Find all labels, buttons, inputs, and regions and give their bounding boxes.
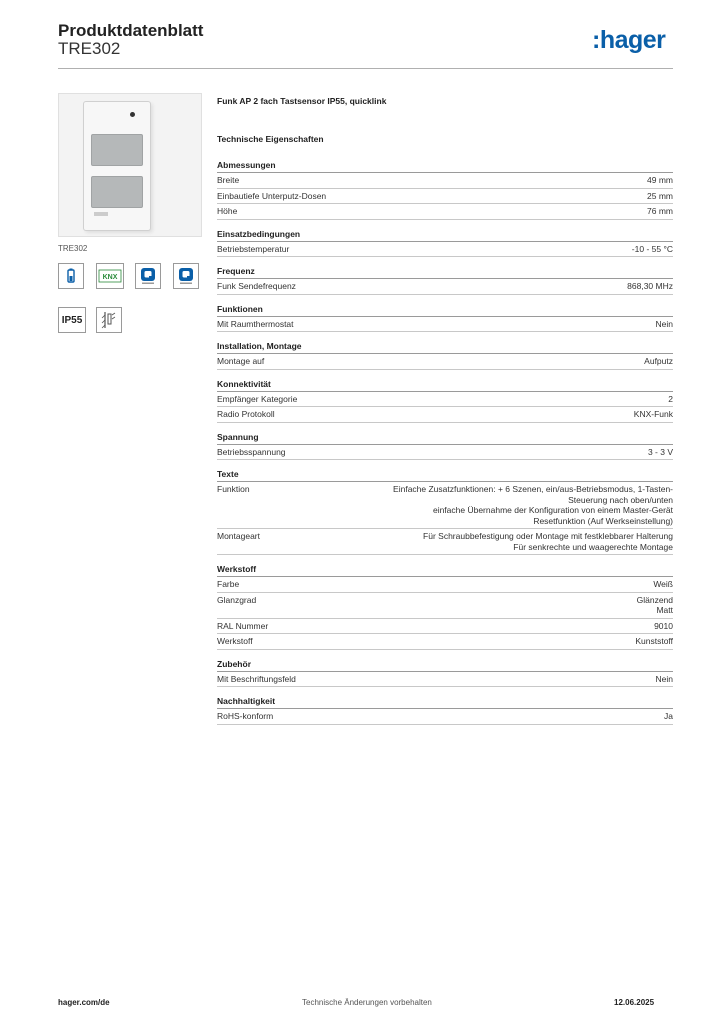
spec-key: Montage auf — [217, 356, 265, 366]
spec-row — [217, 407, 673, 423]
spec-value: Kunststoff — [635, 636, 673, 646]
spec-key: Montageart — [217, 531, 260, 541]
spec-row — [217, 242, 673, 258]
spec-key: RAL Nummer — [217, 620, 269, 631]
spec-key: Empfänger Kategorie — [217, 393, 298, 404]
product-description: Funk AP 2 fach Tastsensor IP55, quicklink — [217, 96, 387, 106]
spec-group-title: Spannung — [217, 432, 673, 445]
spec-row — [217, 173, 673, 189]
spec-group — [217, 659, 673, 688]
page-subtitle: TRE302 — [58, 39, 121, 58]
spec-group — [217, 229, 673, 258]
spec-row — [217, 529, 673, 555]
spec-value: 868,30 MHz — [627, 281, 673, 291]
device-illustration — [83, 101, 151, 231]
spec-row — [217, 392, 673, 408]
spec-row — [217, 634, 673, 650]
spec-group-title: Funktionen — [217, 304, 673, 317]
spec-key: Breite — [217, 175, 240, 185]
spec-value: 49 mm — [647, 175, 673, 185]
spec-group — [217, 266, 673, 295]
quicklink-icon — [173, 263, 199, 289]
device-led — [130, 112, 135, 117]
hager-logo: :hager — [592, 26, 666, 54]
knx-label: KNX — [102, 274, 118, 281]
spec-group — [217, 341, 673, 370]
spec-key: Radio Protokoll — [217, 409, 275, 419]
wall-mount-icon — [96, 307, 122, 333]
spec-key: Glanzgrad — [217, 594, 257, 605]
spec-key: Mit Raumthermostat — [217, 318, 294, 329]
device-button-bottom — [91, 176, 143, 208]
spec-group — [217, 564, 673, 650]
spec-value: 2 — [668, 393, 673, 404]
spec-row — [217, 593, 673, 619]
spec-key: Höhe — [217, 206, 238, 216]
spec-row — [217, 354, 673, 370]
spec-key: Betriebsspannung — [217, 446, 286, 457]
device-button-top — [91, 134, 143, 166]
spec-group-title: Installation, Montage — [217, 341, 673, 354]
footer-disclaimer: Technische Änderungen vorbehalten — [302, 998, 432, 1007]
spec-key: Werkstoff — [217, 636, 253, 646]
footer-website: hager.com/de — [58, 998, 110, 1007]
spec-group — [217, 379, 673, 423]
spec-value: Einfache Zusatzfunktionen: + 6 Szenen, ein/aus-Betriebsmodus, 1-Tasten- Steuerung nach oben/unten einfache Übernahme der Konfiguration von einem Master-Gerät Resetfunktion (Auf Werkseinstellung) — [393, 484, 673, 526]
spec-group-title: Zubehör — [217, 659, 673, 672]
image-caption: TRE302 — [58, 244, 88, 253]
spec-key: Funktion — [217, 484, 250, 494]
spec-group — [217, 696, 673, 725]
footer-date: 12.06.2025 — [614, 998, 655, 1007]
spec-value: 25 mm — [647, 190, 673, 201]
spec-value: Für Schraubbefestigung oder Montage mit festklebbarer Halterung Für senkrechte und waagerechte Montage — [423, 531, 673, 552]
spec-value: Ja — [664, 711, 673, 721]
spec-key: RoHS-konform — [217, 711, 274, 721]
spec-group-title: Texte — [217, 469, 673, 482]
spec-row — [217, 577, 673, 593]
spec-content — [217, 96, 673, 734]
device-label — [94, 212, 108, 216]
spec-value: -10 - 55 °C — [631, 243, 673, 254]
spec-key: Farbe — [217, 579, 240, 589]
spec-group — [217, 304, 673, 333]
spec-value: 76 mm — [647, 206, 673, 216]
spec-group-title: Abmessungen — [217, 160, 673, 173]
spec-row — [217, 279, 673, 295]
product-image — [58, 93, 202, 237]
spec-value: 9010 — [654, 620, 673, 631]
spec-group-title: Nachhaltigkeit — [217, 696, 673, 709]
quicklink-icon — [135, 263, 161, 289]
spec-value: Nein — [655, 318, 673, 329]
spec-row — [217, 317, 673, 333]
ip55-label: IP55 — [61, 314, 83, 326]
spec-row — [217, 672, 673, 688]
spec-groups — [217, 160, 673, 725]
spec-group — [217, 160, 673, 220]
header-rule — [58, 68, 673, 69]
spec-value: Glänzend Matt — [636, 594, 673, 615]
spec-title: Technische Eigenschaften — [217, 134, 324, 144]
spec-value: KNX-Funk — [633, 409, 673, 419]
spec-group — [217, 469, 673, 555]
spec-row — [217, 482, 673, 529]
spec-value: Aufputz — [644, 356, 673, 366]
spec-value: Nein — [655, 673, 673, 684]
spec-row — [217, 189, 673, 205]
spec-group-title: Frequenz — [217, 266, 673, 279]
spec-value: 3 - 3 V — [647, 446, 673, 457]
spec-key: Einbautiefe Unterputz-Dosen — [217, 190, 327, 201]
page-title: Produktdatenblatt — [58, 21, 204, 40]
spec-group-title: Einsatzbedingungen — [217, 229, 673, 242]
spec-row — [217, 445, 673, 461]
spec-row — [217, 204, 673, 220]
spec-key: Mit Beschriftungsfeld — [217, 673, 296, 684]
battery-icon — [58, 263, 84, 289]
spec-group — [217, 432, 673, 461]
spec-key: Funk Sendefrequenz — [217, 281, 296, 291]
spec-row — [217, 619, 673, 635]
ip55-icon — [58, 307, 86, 333]
spec-row — [217, 709, 673, 725]
knx-logo-icon — [96, 263, 124, 289]
spec-key: Betriebstemperatur — [217, 243, 290, 254]
spec-group-title: Werkstoff — [217, 564, 673, 577]
spec-value: Weiß — [653, 579, 673, 589]
spec-group-title: Konnektivität — [217, 379, 673, 392]
